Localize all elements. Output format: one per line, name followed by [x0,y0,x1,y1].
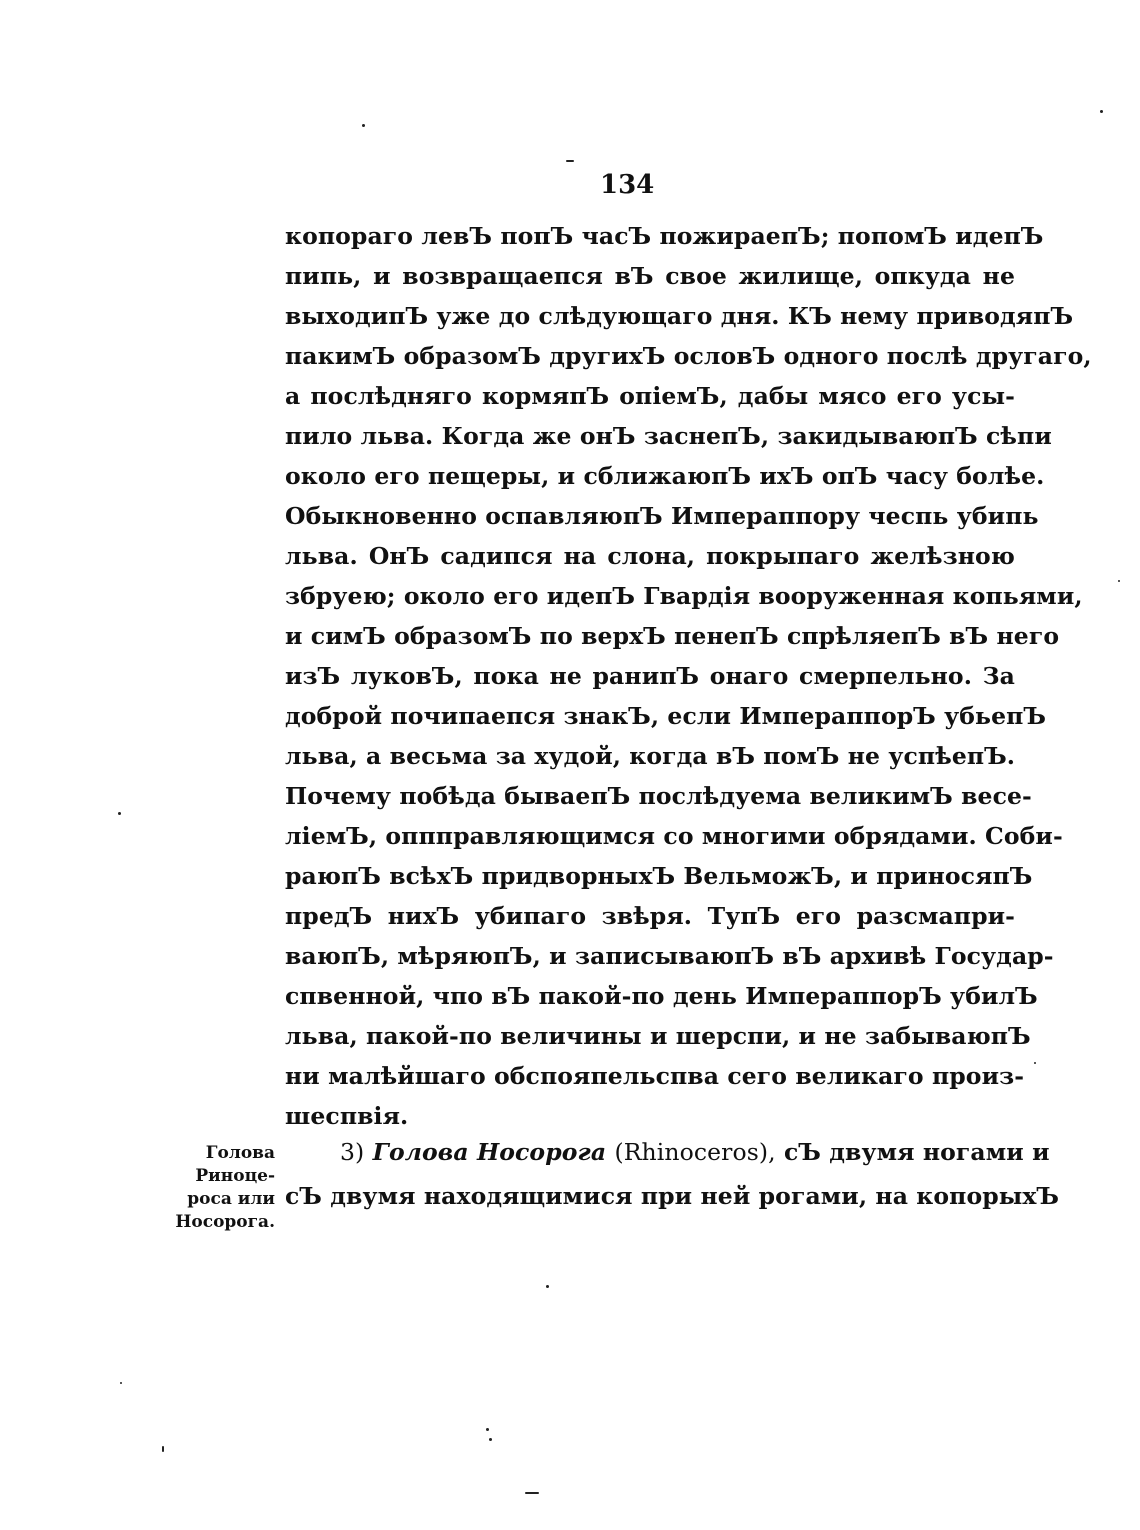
scan-speck [1118,580,1120,582]
scan-speck [118,812,121,815]
text-line: льва. ОнЪ садипся на слона, покрыпаго желѣзною [285,542,1015,570]
margin-note-line: роса или [187,1189,275,1209]
scan-speck [486,1428,489,1431]
text-line: шеспвiя. [285,1102,409,1130]
section-line1-rest: сЪ двумя ногами и [784,1138,1050,1166]
text-line: доброй почипаепся знакЪ, если ИмпераппорЪ убьепЪ [285,702,1047,730]
text-line: пипь, и возвращаепся вЪ свое жилище, опкуда не [285,262,1015,290]
text-line: ваюпЪ, мѣряюпЪ, и записываюпЪ вЪ архивѣ Государ- [285,942,1054,970]
text-line: предЪ нихЪ убипаго звѣря. ТупЪ его разсмапри- [285,902,1015,930]
text-line: лiемЪ, оппправляющимся со многими обрядами. Соби- [285,822,1063,850]
section-latin-name: (Rhinoceros), [614,1138,776,1166]
section-rhinoceros [285,1130,1060,1218]
scan-speck [162,1446,164,1452]
section-number: 3) [340,1138,365,1166]
body-text [285,216,1092,1136]
text-line: пакимЪ образомЪ другихЪ ословЪ одного послѣ другаго, [285,342,1092,370]
scan-speck [525,1492,539,1494]
page-number: 134 [600,170,655,200]
text-line: изЪ луковЪ, пока не ранипЪ онаго смерпельно. За [285,662,1015,690]
scan-speck [1100,110,1103,113]
section-title: Голова Носорога [372,1138,607,1166]
scan-speck [120,1382,122,1384]
text-line: льва, а весьма за худой, когда вЪ помЪ не успѣепЪ. [285,742,1016,770]
text-line: около его пещеры, и сближаюпЪ ихЪ опЪ часу болѣе. [285,462,1045,490]
text-line: збруею; около его идепЪ Гвардiя вооруженная копьями, [285,582,1083,610]
text-line: Обыкновенно оспавляюпЪ Импераппору чеспь убипь [285,502,1039,530]
margin-note-line: Голова [205,1143,275,1163]
margin-note-line: Носорога. [175,1212,275,1232]
text-line: а послѣдняго кормяпЪ опiемЪ, дабы мясо его усы- [285,382,1015,410]
text-line: раюпЪ всѣхЪ придворныхЪ ВельможЪ, и приносяпЪ [285,862,1033,890]
text-line: пило льва. Когда же онЪ заснепЪ, закидываюпЪ сѣпи [285,422,1052,450]
scan-speck [489,1438,492,1441]
margin-note [150,1142,275,1234]
text-line: Почему побѣда бываепЪ послѣдуема великимЪ весе- [285,782,1032,810]
text-line: льва, пакой-по величины и шерспи, и не забываюпЪ [285,1022,1031,1050]
text-line: копораго левЪ попЪ часЪ пожираепЪ; попомЪ идепЪ [285,222,1044,250]
margin-note-line: Риноце- [195,1166,275,1186]
text-line: выходипЪ уже до слѣдующаго дня. КЪ нему приводяпЪ [285,302,1074,330]
text-line: спвенной, чпо вЪ пакой-по день ИмпераппорЪ убилЪ [285,982,1038,1010]
scan-speck [362,124,365,127]
text-line: и симЪ образомЪ по верхЪ пенепЪ спрѣляепЪ вЪ него [285,622,1060,650]
scan-speck [546,1285,549,1288]
scan-speck [566,160,574,162]
section-heading-line [285,1130,1050,1174]
text-line: ни малѣйшаго обспояпельспва сего великаго произ- [285,1062,1025,1090]
text-line: сЪ двумя находящимися при ней рогами, на копорыхЪ [285,1182,1060,1210]
scan-speck [1034,1062,1036,1064]
